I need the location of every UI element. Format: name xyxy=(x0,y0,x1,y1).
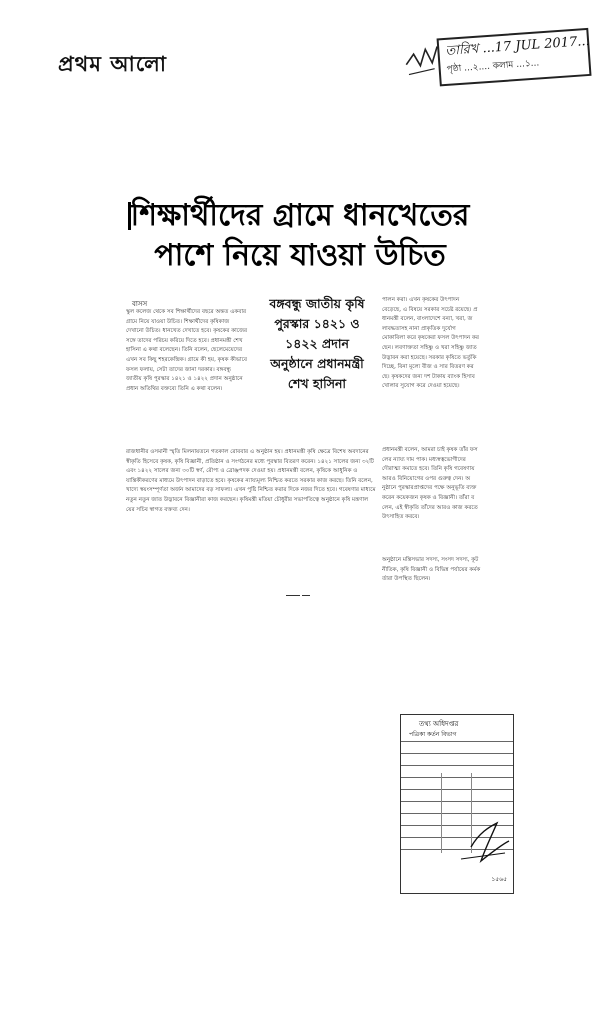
stamp-title: তথ্য অধিদপ্তর xyxy=(419,720,459,728)
article-body-column-2b: প্রধানমন্ত্রী বলেন, আমরা চাই কৃষক তাঁর ফসলের ন্যায্য দাম পাক। মধ্যস্বত্বভোগীদের দৌরাত্ম্য কমাতে হবে। তিনি কৃষি গবেষণায় আরও বিনিয়োগের ওপর গুরুত্ব দেন। অনুষ্ঠানে পুরস্কারপ্রাপ্তদের পক্ষে অনুভূতি ব্যক্ত করেন কয়েকজন কৃষক ও বিজ্ঞানী। তাঁরা বলেন, এই স্বীকৃতি তাঁদের আরও কাজ করতে উৎসাহিত করবে। xyxy=(382,447,478,521)
subhead-line: ১৪২২ প্রদান xyxy=(285,336,349,351)
headline-line-1: শিক্ষার্থীদের গ্রামে ধানখেতের xyxy=(130,198,470,233)
clipping-record-stamp xyxy=(400,714,514,894)
subhead-line: অনুষ্ঠানে প্রধানমন্ত্রী xyxy=(270,356,364,371)
subhead-line: বঙ্গবন্ধু জাতীয় কৃষি xyxy=(269,296,365,311)
article-body-column-2: পালন করা। এখন কৃষকের উৎপাদন বেড়েছে, এ বিষয়ে সরকার সচেষ্ট রয়েছে। প্রধানমন্ত্রী বলেন, বাংলাদেশে বন্যা, খরা, জলাবদ্ধতাসহ নানা প্রাকৃতিক দুর্যোগ মোকাবিলা করে কৃষকেরা ফসল উৎপাদন করছেন। লবণাক্ততা সহিষ্ণু ও খরা সহিষ্ণু জাত উদ্ভাবন করা হয়েছে। সরকার কৃষিতে ভর্তুকি দিচ্ছে, বিনা মূল্যে বীজ ও সার বিতরণ করছে। কৃষকদের জন্য দশ টাকায় ব্যাংক হিসাব খোলার সুযোগ করে দেওয়া হয়েছে। xyxy=(382,297,480,390)
byline: বাসস xyxy=(132,300,148,308)
end-rule xyxy=(286,595,300,596)
article-body-column-1a: স্কুল কলেজ থেকে সব শিক্ষার্থীদের বছরে অন্তত একবার গ্রামে নিয়ে যাওয়া উচিত। শিক্ষার্থীদের কৃষিকাজ দেখানো উচিত। ধানখেত দেখাতে হবে। কৃষকের কাজের সঙ্গে তাদের পরিচয় করিয়ে দিতে হবে। প্রধানমন্ত্রী শেখ হাসিনা এ কথা বলেছেন। তিনি বলেন, ছেলেমেয়েদের এখন সব কিছু শহরকেন্দ্রিক। গ্রামে কী হয়, কৃষক কীভাবে ফসল ফলায়, সেটা তাদের জানা দরকার। বঙ্গবন্ধু জাতীয় কৃষি পুরস্কার ১৪২১ ও ১৪২২ প্রদান অনুষ্ঠানে প্রধান অতিথির বক্তব্যে তিনি এ কথা বলেন। xyxy=(126,309,248,392)
article-body-column-2c: অনুষ্ঠানে মন্ত্রিসভার সদস্য, সংসদ সদস্য, কূটনীতিক, কৃষি বিজ্ঞানী ও বিভিন্ন পর্যায়ের কর্মকর্তারা উপস্থিত ছিলেন। xyxy=(382,557,481,583)
stamp-number: ১৫৬৫ xyxy=(491,876,507,883)
stamp-subtitle: পত্রিকা কর্তন বিভাগ xyxy=(409,731,457,738)
stamp-date: তারিখ ...17 JUL 2017... xyxy=(444,33,591,59)
date-stamp xyxy=(402,21,602,93)
article-body-column-1b: রাজধানীর ওসমানী স্মৃতি মিলনায়তনে গতকাল রোববার এ অনুষ্ঠান হয়। প্রধানমন্ত্রী কৃষি ক্ষেত্রে বিশেষ অবদানের স্বীকৃতি হিসেবে কৃষক, কৃষি বিজ্ঞানী, প্রতিষ্ঠান ও সংগঠনের মধ্যে পুরস্কার বিতরণ করেন। ১৪২১ সালের জন্য ৩২টি এবং ১৪২২ সালের জন্য ৩০টি স্বর্ণ, রৌপ্য ও ব্রোঞ্জপদক দেওয়া হয়। প্রধানমন্ত্রী বলেন, কৃষিকে আধুনিক ও যান্ত্রিকীকরণের মাধ্যমে উৎপাদন বাড়াতে হবে। কৃষকের ন্যায্যমূল্য নিশ্চিত করতে সরকার কাজ করছে। তিনি বলেন, খাদ্যে স্বয়ংসম্পূর্ণতা অর্জন আমাদের বড় সাফল্য। এখন পুষ্টি নিশ্চিত করার দিকে নজর দিতে হবে। গবেষণার মাধ্যমে নতুন নতুন জাত উদ্ভাবনে বিজ্ঞানীরা কাজ করছেন। কৃষিমন্ত্রী মতিয়া চৌধুরীর সভাপতিত্বে অনুষ্ঠানে কৃষি মন্ত্রণালয়ের সচিব স্বাগত বক্তব্য দেন। xyxy=(126,449,376,513)
article-headline xyxy=(120,196,480,276)
article-subhead xyxy=(254,294,380,394)
newspaper-masthead: প্রথম আলো xyxy=(58,51,167,76)
headline-line-2: পাশে নিয়ে যাওয়া উচিত xyxy=(154,238,446,273)
end-rule xyxy=(302,595,310,596)
signature-icon xyxy=(401,715,513,893)
subhead-line: পুরস্কার ১৪২১ ও xyxy=(274,316,360,331)
subhead-line: শেখ হাসিনা xyxy=(287,376,347,391)
stamp-page: পৃষ্ঠা ...২.... কলাম ...১... xyxy=(446,58,540,75)
